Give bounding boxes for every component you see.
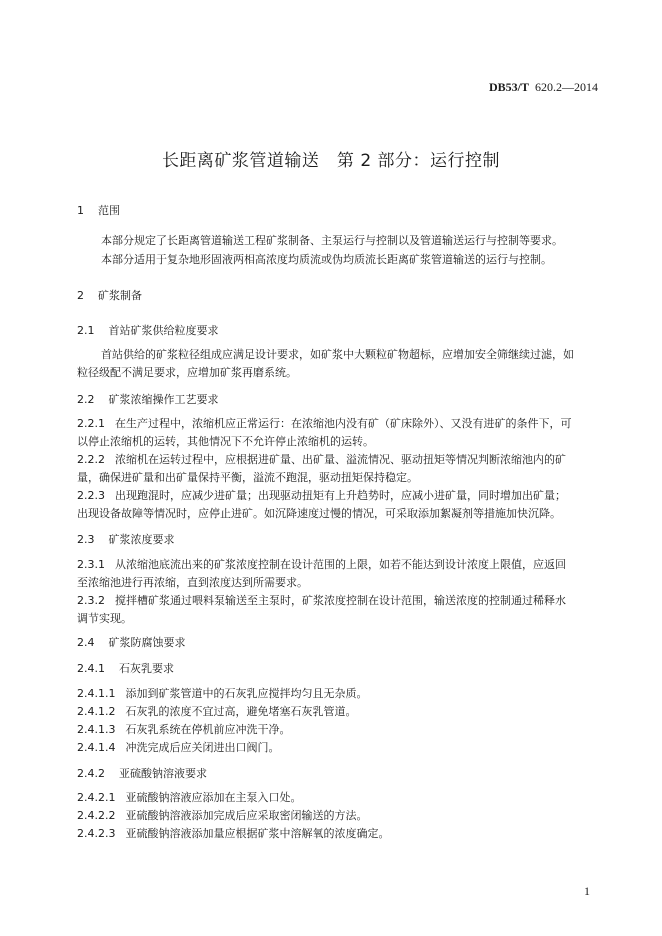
clause-text: 从浓缩池底流出来的矿浆浓度控制在设计范围的上限，如若不能达到设计浓度上限值，应返回 (115, 558, 566, 571)
subsection-2-4-1-heading (77, 660, 174, 676)
list-item (77, 739, 279, 757)
clause-number: 2.2.2 (77, 453, 105, 466)
clause-2-3-2 (77, 592, 566, 610)
clause-number: 2.4.2.3 (77, 827, 116, 840)
clause-number: 2.3.2 (77, 594, 105, 607)
subsection-number: 2.4 (77, 636, 95, 649)
section-number: 2 (77, 289, 84, 302)
page-title: 长距离矿浆管道输送 第 2 部分：运行控制 (161, 151, 501, 171)
subsection-title: 亚硫酸钠溶液要求 (119, 767, 207, 780)
subsection-number: 2.4.2 (77, 767, 105, 780)
clause-number: 2.3.1 (77, 558, 105, 571)
clause-number: 2.2.1 (77, 417, 105, 430)
clause-text: 石灰乳的浓度不宜过高，避免堵塞石灰乳管道。 (125, 705, 357, 718)
clause-text: 添加到矿浆管道中的石灰乳应搅拌均匀且无杂质。 (125, 687, 368, 700)
page-number: 1 (584, 884, 590, 898)
subsection-2-2-heading (77, 391, 219, 407)
section-2-heading (77, 287, 142, 303)
section-number: 1 (77, 204, 84, 217)
subsection-number: 2.2 (77, 393, 95, 406)
standard-code (489, 80, 598, 95)
scope-paragraph-2: 本部分适用于复杂地形固液两相高浓度均质流或伪均质流长距离矿浆管道输送的运行与控制。 (101, 253, 552, 266)
clause-number: 2.4.1.3 (77, 723, 116, 736)
clause-text: 亚硫酸钠溶液应添加在主泵入口处。 (125, 791, 302, 804)
subsection-title: 矿浆浓度要求 (108, 533, 175, 546)
paragraph-line: 以停止浓缩机的运转，其他情况下不允许停止浓缩机的运转。 (77, 435, 374, 448)
section-title: 范围 (98, 204, 120, 217)
list-item (77, 721, 290, 739)
clause-number: 2.4.1.1 (77, 687, 116, 700)
subsection-number: 2.1 (77, 324, 95, 337)
clause-text: 浓缩机在运转过程中，应根据进矿量、出矿量、溢流情况、驱动扭矩等情况判断浓缩池内的矿 (115, 453, 566, 466)
section-title: 矿浆制备 (98, 289, 142, 302)
subsection-title: 石灰乳要求 (119, 662, 174, 675)
subsection-number: 2.3 (77, 533, 95, 546)
clause-number: 2.4.2.1 (77, 791, 116, 804)
clause-text: 在生产过程中，浓缩机应正常运行：在浓缩池内没有矿（矿床除外）、又没有进矿的条件下，可 (115, 417, 572, 430)
clause-text: 出现跑混时，应减少进矿量；出现驱动扭矩有上升趋势时，应减小进矿量，同时增加出矿量； (115, 489, 566, 502)
clause-text: 亚硫酸钠溶液添加量应根据矿浆中溶解氧的浓度确定。 (125, 827, 390, 840)
clause-text: 石灰乳系统在停机前应冲洗干净。 (125, 723, 291, 736)
paragraph-line: 粒径级配不满足要求，应增加矿浆再磨系统。 (77, 366, 297, 379)
clause-2-2-3 (77, 487, 566, 505)
subsection-2-4-heading (77, 634, 186, 650)
section-1-heading (77, 202, 120, 218)
paragraph-line: 调节实现。 (77, 612, 132, 625)
clause-2-2-1 (77, 415, 572, 433)
paragraph-line: 首站供给的矿浆粒径组成应满足设计要求，如矿浆中大颗粒矿物超标，应增加安全筛继续过滤，如 (101, 348, 574, 361)
clause-text: 亚硫酸钠溶液添加完成后应采取密闭输送的方法。 (125, 809, 368, 822)
paragraph-line: 至浓缩池进行再浓缩，直到浓度达到所需要求。 (77, 576, 308, 589)
clause-text: 冲洗完成后应关闭进出口阀门。 (125, 741, 280, 754)
subsection-2-1-heading (77, 322, 219, 338)
clause-number: 2.2.3 (77, 489, 105, 502)
subsection-2-4-2-heading (77, 765, 207, 781)
list-item (77, 685, 367, 703)
paragraph-line: 量，确保进矿量和出矿量保持平衡，溢流不跑混，驱动扭矩保持稳定。 (77, 471, 418, 484)
list-item (77, 807, 367, 825)
clause-2-3-1 (77, 556, 566, 574)
list-item (77, 703, 356, 721)
subsection-title: 首站矿浆供给粒度要求 (108, 324, 219, 337)
clause-number: 2.4.2.2 (77, 809, 116, 822)
standard-prefix: DB53/T (488, 80, 529, 94)
clause-text: 搅拌槽矿浆通过喂料泵输送至主泵时，矿浆浓度控制在设计范围，输送浓度的控制通过稀释水 (115, 594, 566, 607)
subsection-title: 矿浆防腐蚀要求 (108, 636, 186, 649)
clause-number: 2.4.1.4 (77, 741, 116, 754)
clause-number: 2.4.1.2 (77, 705, 116, 718)
subsection-title: 矿浆浓缩操作工艺要求 (108, 393, 219, 406)
clause-2-2-2 (77, 451, 566, 469)
subsection-number: 2.4.1 (77, 662, 105, 675)
list-item (77, 789, 301, 807)
paragraph-line: 出现设备故障等情况时，应停止进矿。如沉降速度过慢的情况，可采取添加絮凝剂等措施加快沉降。 (77, 507, 561, 520)
subsection-2-3-heading (77, 531, 175, 547)
scope-paragraph-1: 本部分规定了长距离管道输送工程矿浆制备、主泵运行与控制以及管道输送运行与控制等要求。 (101, 234, 563, 247)
list-item (77, 825, 389, 843)
standard-number: 620.2—2014 (535, 80, 598, 94)
